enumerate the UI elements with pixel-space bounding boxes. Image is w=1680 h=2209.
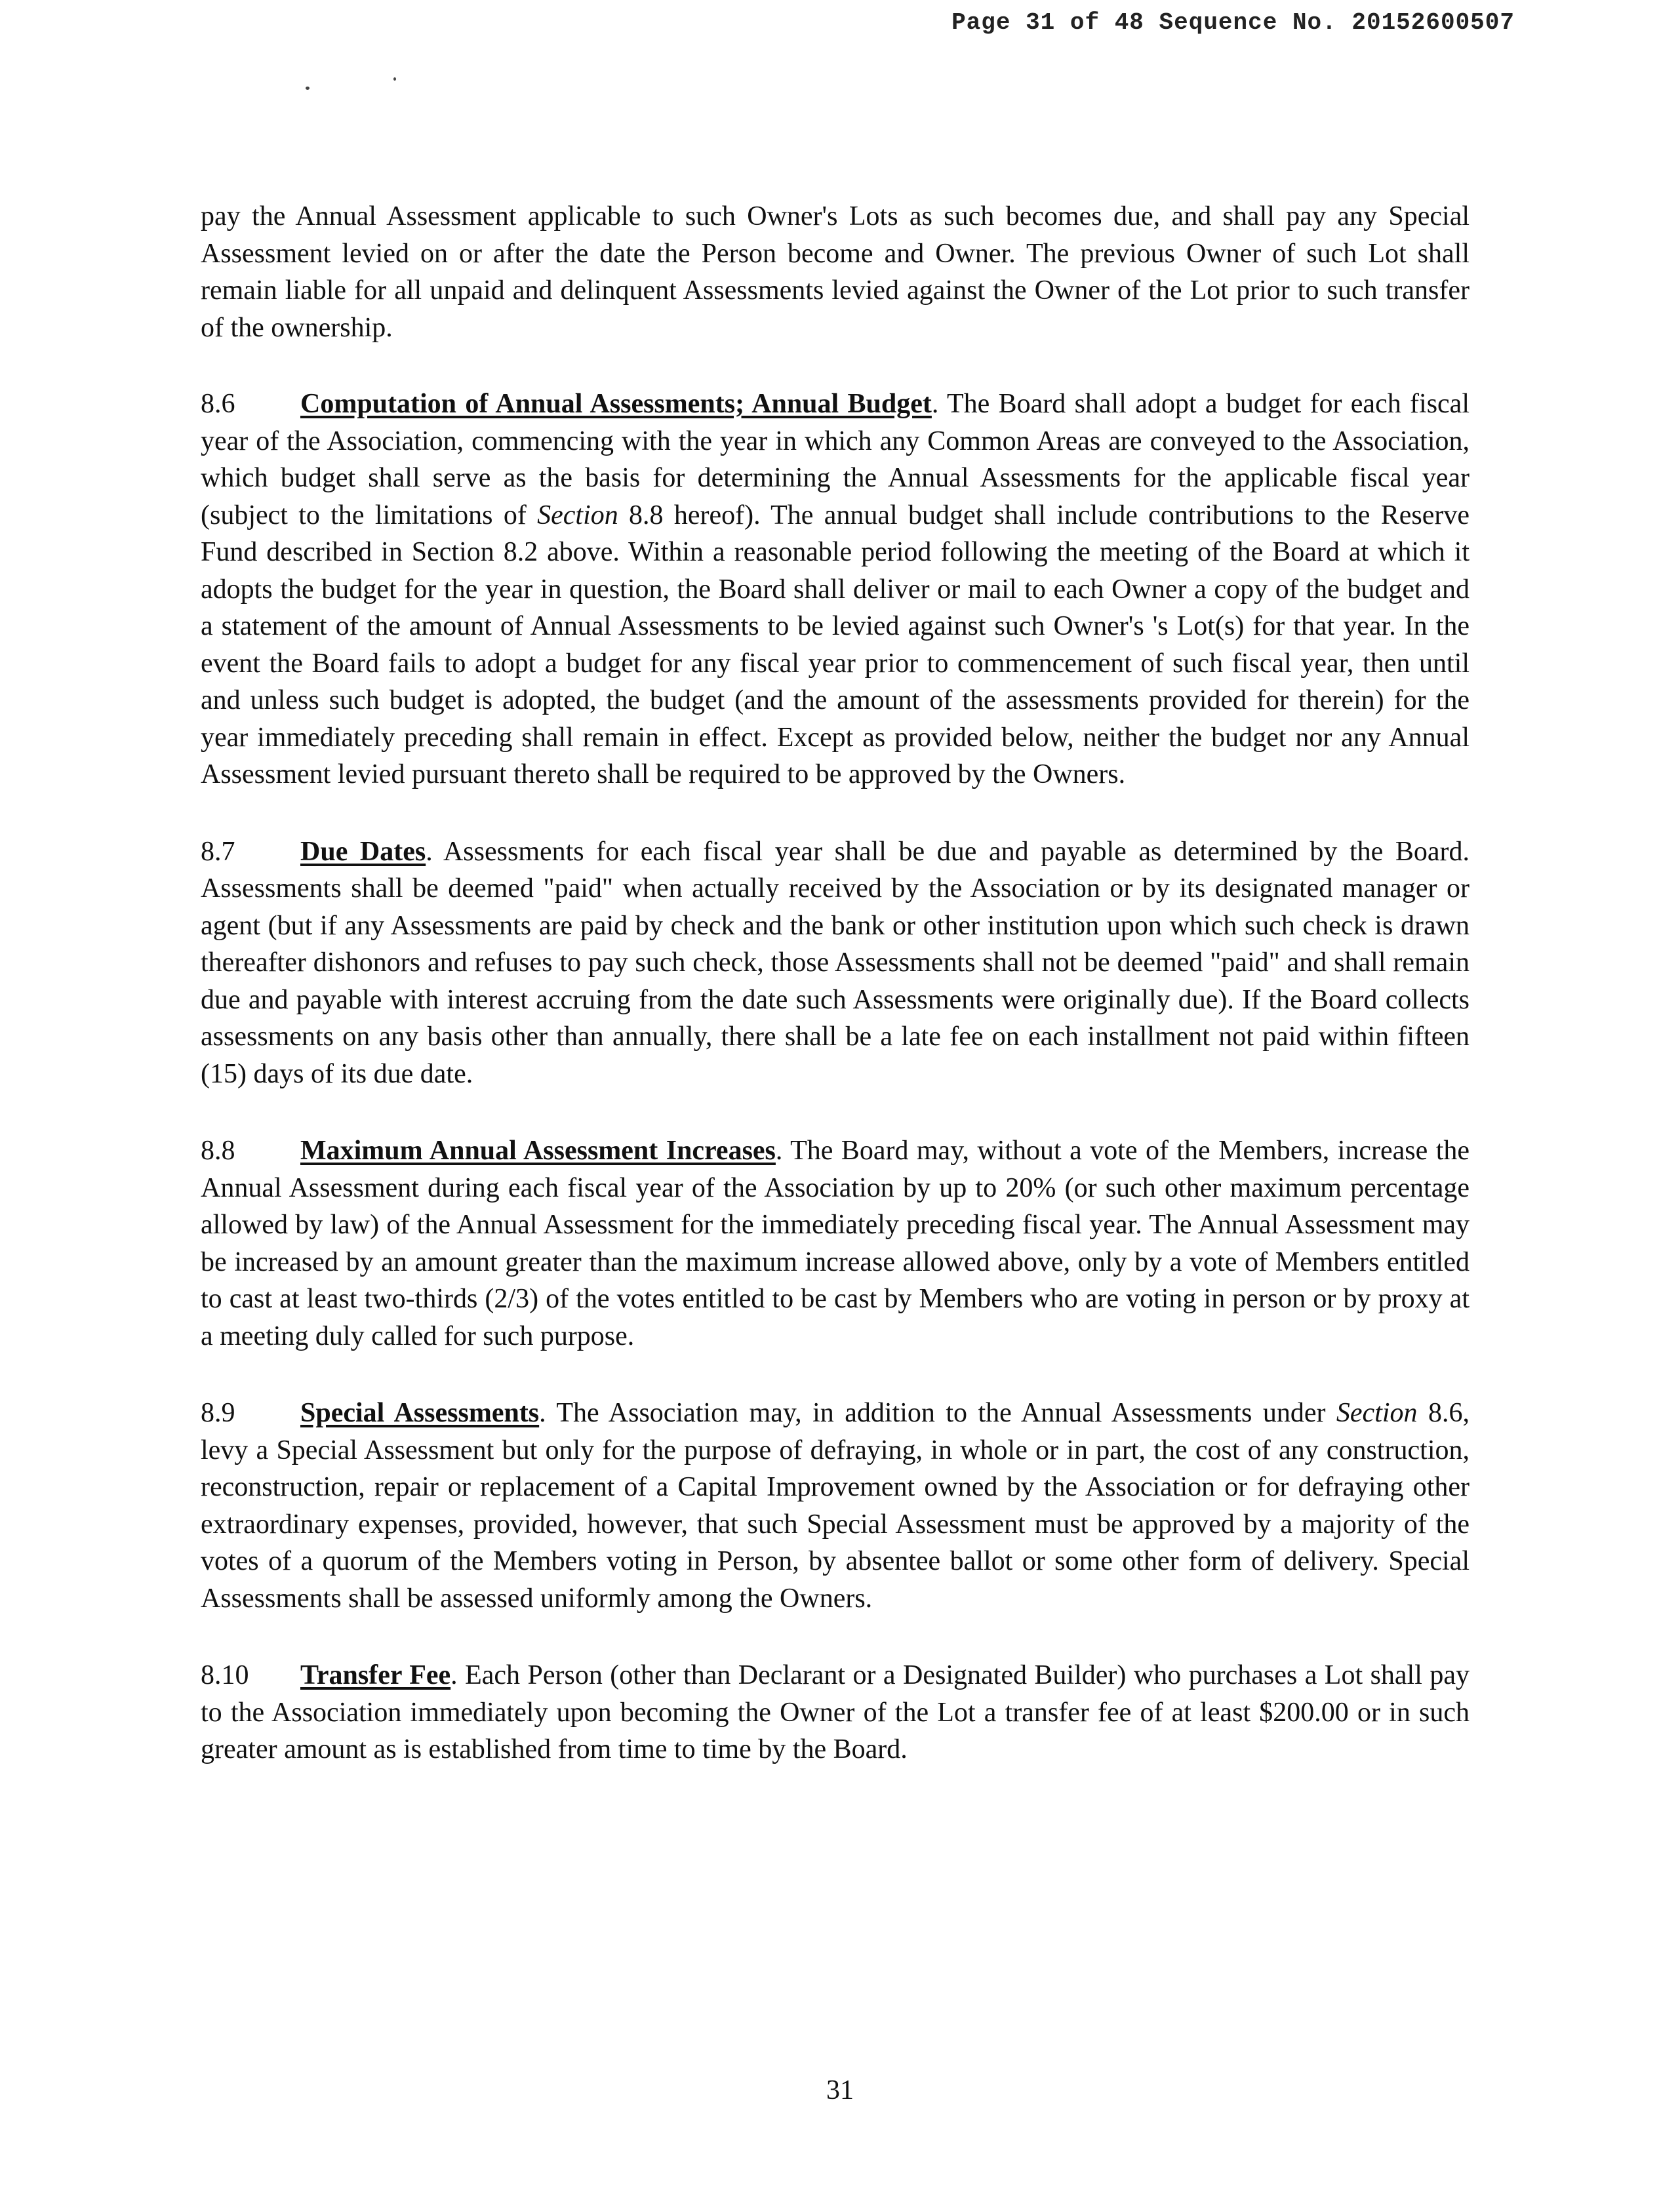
section-reference: Section	[537, 500, 618, 530]
section-text: . Each Person (other than Declarant or a Designated Builder) who purchases a Lot shall pay to the Association immediately upon becoming the Owner of the Lot a transfer fee of at least $200.00 or in such greater amount as is established from time to time by the Board.	[201, 1660, 1470, 1764]
section-number: 8.8	[201, 1136, 235, 1166]
document-body	[201, 198, 1470, 1808]
section-title: Maximum Annual Assessment Increases	[300, 1136, 776, 1166]
section-8-6	[201, 386, 1470, 793]
section-8-9	[201, 1395, 1470, 1617]
section-title: Special Assessments	[300, 1398, 540, 1428]
section-8-10	[201, 1657, 1470, 1768]
section-text: 8.6, levy a Special Assessment but only for the purpose of defraying, in whole or in part, the cost of any construction, reconstruction, repair or replacement of a Capital Improvement owned by the Association or for defraying other extraordinary expenses, provided, however, that such Special Assessment must be approved by a majority of the votes of a quorum of the Members voting in Person, by absentee ballot or some other form of delivery. Special Assessments shall be assessed uniformly among the Owners.	[201, 1398, 1470, 1614]
section-text: . The Board shall adopt a budget for each fiscal year of the Association, commencing with the year in which any Common Areas are conveyed to the Association, which budget shall serve as the basis for determining the Annual Assessments for the applicable fiscal year (subject to the limitations of	[201, 389, 1470, 530]
section-8-7	[201, 833, 1470, 1093]
scan-speck	[306, 87, 310, 90]
scan-speck	[393, 77, 396, 81]
section-text: . Assessments for each fiscal year shall be due and payable as determined by the Board. Assessments shall be deemed "paid" when actually received by the Association or by its designated manager or agent (but if any Assessments are paid by check and the bank or other institution upon which such check is drawn thereafter dishonors and refuses to pay such check, those Assessments shall not be deemed "paid" and shall remain due and payable with interest accruing from the date such Assessments were originally due). If the Board collects assessments on any basis other than annually, there shall be a late fee on each installment not paid within fifteen (15) days of its due date.	[201, 836, 1470, 1089]
section-8-8	[201, 1132, 1470, 1355]
section-title: Computation of Annual Assessments; Annual Budget	[300, 389, 932, 419]
section-number: 8.7	[201, 836, 235, 867]
section-number: 8.10	[201, 1660, 249, 1690]
section-number: 8.6	[201, 389, 235, 419]
section-text: 8.8 hereof). The annual budget shall include contributions to the Reserve Fund described in Section 8.2 above. Within a reasonable period following the meeting of the Board at which it adopts the budget for the year in question, the Board shall deliver or mail to each Owner a copy of the budget and a statement of the amount of Annual Assessments to be levied against such Owner's 's Lot(s) for that year. In the event the Board fails to adopt a budget for any fiscal year prior to commencement of such fiscal year, then until and unless such budget is adopted, the budget (and the amount of the assessments provided for therein) for the year immediately preceding shall remain in effect. Except as provided below, neither the budget nor any Annual Assessment levied pursuant thereto shall be required to be approved by the Owners.	[201, 500, 1470, 789]
section-reference: Section	[1336, 1398, 1418, 1428]
section-text: . The Association may, in addition to the Annual Assessments under	[539, 1398, 1336, 1428]
section-title: Transfer Fee	[300, 1660, 451, 1690]
section-title: Due Dates	[300, 836, 426, 867]
page-sequence-header: Page 31 of 48 Sequence No. 20152600507	[951, 9, 1515, 36]
intro-paragraph: pay the Annual Assessment applicable to such Owner's Lots as such becomes due, and shall pay any Special Assessment levied on or after the date the Person become and Owner. The previous Owner of such Lot shall remain liable for all unpaid and delinquent Assessments levied against the Owner of the Lot prior to such transfer of the ownership.	[201, 201, 1470, 343]
section-number: 8.9	[201, 1398, 235, 1428]
page-number: 31	[826, 2075, 854, 2105]
section-text: . The Board may, without a vote of the Members, increase the Annual Assessment during each fiscal year of the Association by up to 20% (or such other maximum percentage allowed by law) of the Annual Assessment for the immediately preceding fiscal year. The Annual Assessment may be increased by an amount greater than the maximum increase allowed above, only by a vote of Members entitled to cast at least two-thirds (2/3) of the votes entitled to be cast by Members who are voting in person or by proxy at a meeting duly called for such purpose.	[201, 1136, 1470, 1351]
